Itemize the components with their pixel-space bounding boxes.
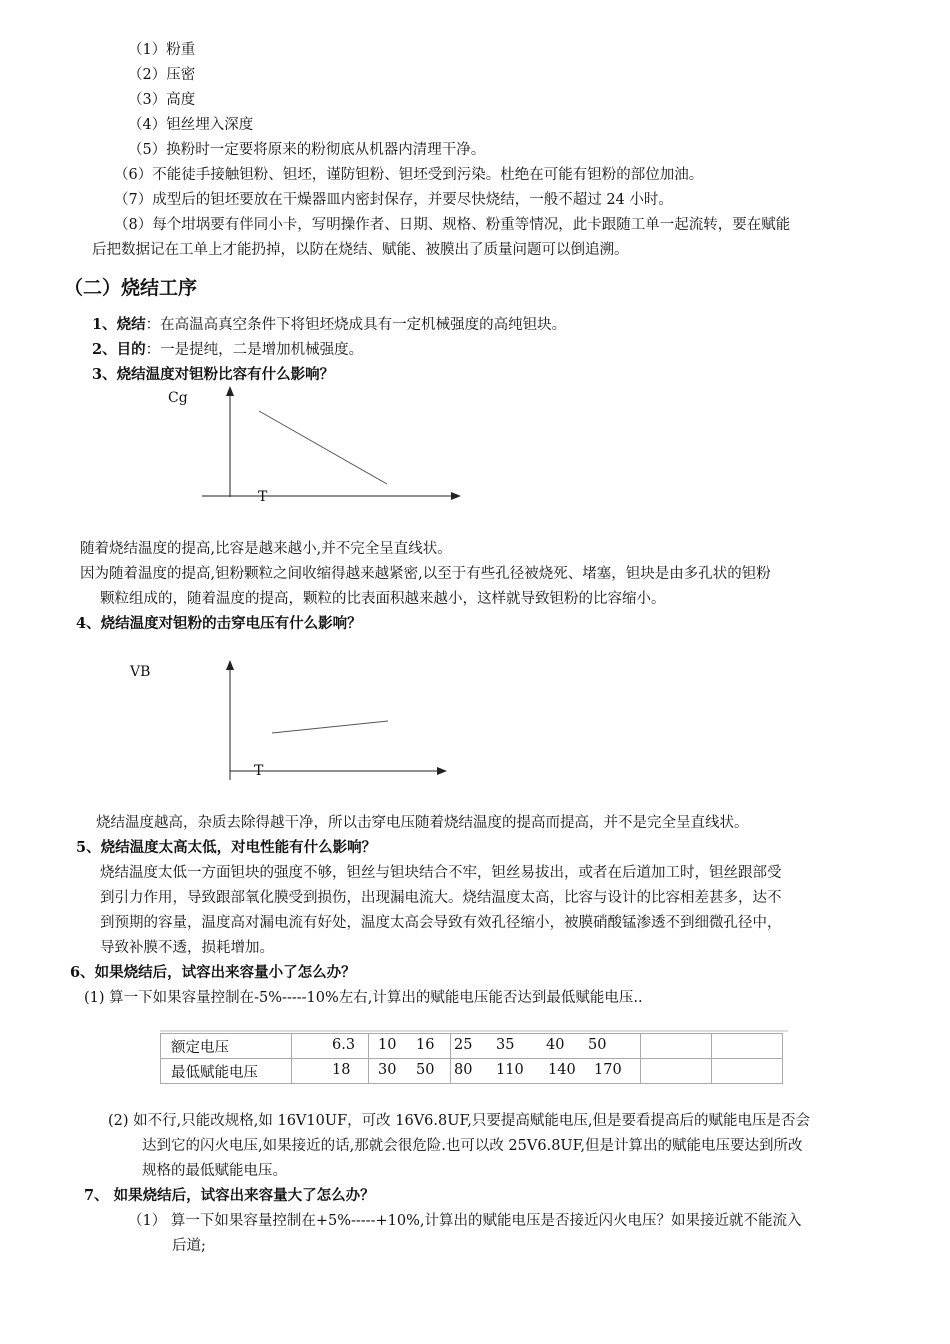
list-item: （6）不能徒手接触钽粉、钽坯，谨防钽粉、钽坯受到污染。杜绝在可能有钽粉的部位加油。 (114, 167, 704, 183)
paragraph-continuation: 达到它的闪火电压,如果接近的话,那就会很危险.也可以改 25V6.8UF,但是计算出的赋能电压要达到所改 (142, 1138, 803, 1154)
list-item: （4）钽丝埋入深度 (128, 117, 254, 133)
question-4: 4、烧结温度对钽粉的击穿电压有什么影响？ (76, 615, 362, 632)
paragraph-continuation: 后道; (172, 1238, 206, 1254)
item-label: 2、目的 (92, 341, 146, 358)
list-item: （2）压密 (128, 67, 196, 83)
graph1-xlabel: T (258, 489, 268, 505)
table-value: 18 (332, 1062, 351, 1078)
list-item: （3）高度 (128, 92, 196, 108)
table-value: 170 (594, 1062, 622, 1078)
paragraph: (2) 如不行,只能改规格,如 16V10UF，可改 16V6.8UF,只要提高赋能电压,但是要看提高后的赋能电压是否会 (108, 1113, 810, 1129)
table-value: 40 (546, 1037, 565, 1053)
table-cell-empty (641, 1034, 712, 1059)
section-title: （二）烧结工序 (64, 277, 198, 299)
list-item: （7）成型后的钽坯要放在干燥器皿内密封保存，并要尽快烧结，一般不超过 24 小时。 (114, 192, 673, 208)
table-cell-empty (641, 1059, 712, 1084)
paragraph-continuation: 规格的最低赋能电压。 (142, 1163, 287, 1179)
list-item: （8）每个坩埚要有伴同小卡，写明操作者、日期、规格、粉重等情况，此卡跟随工单一起流转，要在赋能 (114, 217, 791, 233)
paragraph: 导致补膜不透，损耗增加。 (100, 940, 274, 956)
table-value: 10 (378, 1037, 397, 1053)
paragraph: 烧结温度越高，杂质去除得越干净，所以击穿电压随着烧结温度的提高而提高，并不是完全呈直线状。 (96, 815, 749, 831)
paragraph: 烧结温度太低一方面钽块的强度不够，钽丝与钽块结合不牢，钽丝易拔出，或者在后道加工时，钽丝跟部受 (100, 865, 782, 881)
question-7: 7、 如果烧结后，试容出来容量大了怎么办？ (84, 1187, 375, 1204)
table-value: 50 (588, 1037, 607, 1053)
table-value: 80 (454, 1062, 473, 1078)
item-label: 1、烧结 (92, 316, 146, 333)
table-cell-empty (712, 1034, 783, 1059)
voltage-table (160, 1033, 783, 1084)
paragraph: 到预期的容量，温度高对漏电流有好处，温度太高会导致有效孔径缩小，被膜硝酸锰渗透不到细微孔径中， (100, 915, 782, 931)
paragraph-continuation: 颗粒组成的，随着温度的提高，颗粒的比表面积越来越小，这样就导致钽粉的比容缩小。 (100, 591, 666, 607)
table-value: 16 (416, 1037, 435, 1053)
paragraph: 因为随着温度的提高,钽粉颗粒之间收缩得越来越紧密,以至于有些孔径被烧死、堵塞，钽块是由多孔状的钽粉 (80, 566, 771, 582)
table-value: 6.3 (332, 1037, 356, 1053)
table-row (161, 1034, 783, 1059)
table-cell-empty (712, 1059, 783, 1084)
table-value: 110 (496, 1062, 524, 1078)
table-value: 35 (496, 1037, 515, 1053)
list-item-continuation: 后把数据记在工单上才能扔掉，以防在烧结、赋能、被膜出了质量问题可以倒追溯。 (92, 242, 629, 258)
list-item: （5）换粉时一定要将原来的粉彻底从机器内清理干净。 (128, 142, 486, 158)
item-text: ：在高温高真空条件下将钽坯烧成具有一定机械强度的高纯钽块。 (145, 317, 567, 333)
table-value: 50 (416, 1062, 435, 1078)
paragraph: （1） 算一下如果容量控制在+5%-----+10%,计算出的赋能电压是否接近闪火电压？如果接近就不能流入 (128, 1213, 802, 1229)
table-cell-values (292, 1059, 641, 1084)
table-value: 140 (548, 1062, 576, 1078)
paragraph: 随着烧结温度的提高,比容是越来越小,并不完全呈直线状。 (80, 541, 452, 557)
graph2-xlabel: T (254, 763, 264, 779)
table-row (161, 1059, 783, 1084)
question-5: 5、烧结温度太高太低，对电性能有什么影响？ (76, 839, 377, 856)
table-cell-label: 最低赋能电压 (161, 1059, 292, 1084)
table-value: 30 (378, 1062, 397, 1078)
graph1-ylabel: Cg (168, 390, 188, 406)
list-item: （1）粉重 (128, 42, 196, 58)
item-text: ：一是提纯，二是增加机械强度。 (145, 342, 364, 358)
table-value: 25 (454, 1037, 473, 1053)
question-3: 3、烧结温度对钽粉比容有什么影响？ (92, 366, 335, 383)
paragraph: (1) 算一下如果容量控制在-5%-----10%左右,计算出的赋能电压能否达到最低赋能电压.. (84, 990, 643, 1006)
paragraph: 到引力作用，导致跟部氧化膜受到损伤，出现漏电流大。烧结温度太高，比容与设计的比容相差甚多，达不 (100, 890, 782, 906)
graph2-ylabel: VB (130, 664, 151, 680)
question-6: 6、如果烧结后，试容出来容量小了怎么办？ (70, 964, 356, 981)
table-cell-label: 额定电压 (161, 1034, 292, 1059)
table-cell-values (292, 1034, 641, 1059)
